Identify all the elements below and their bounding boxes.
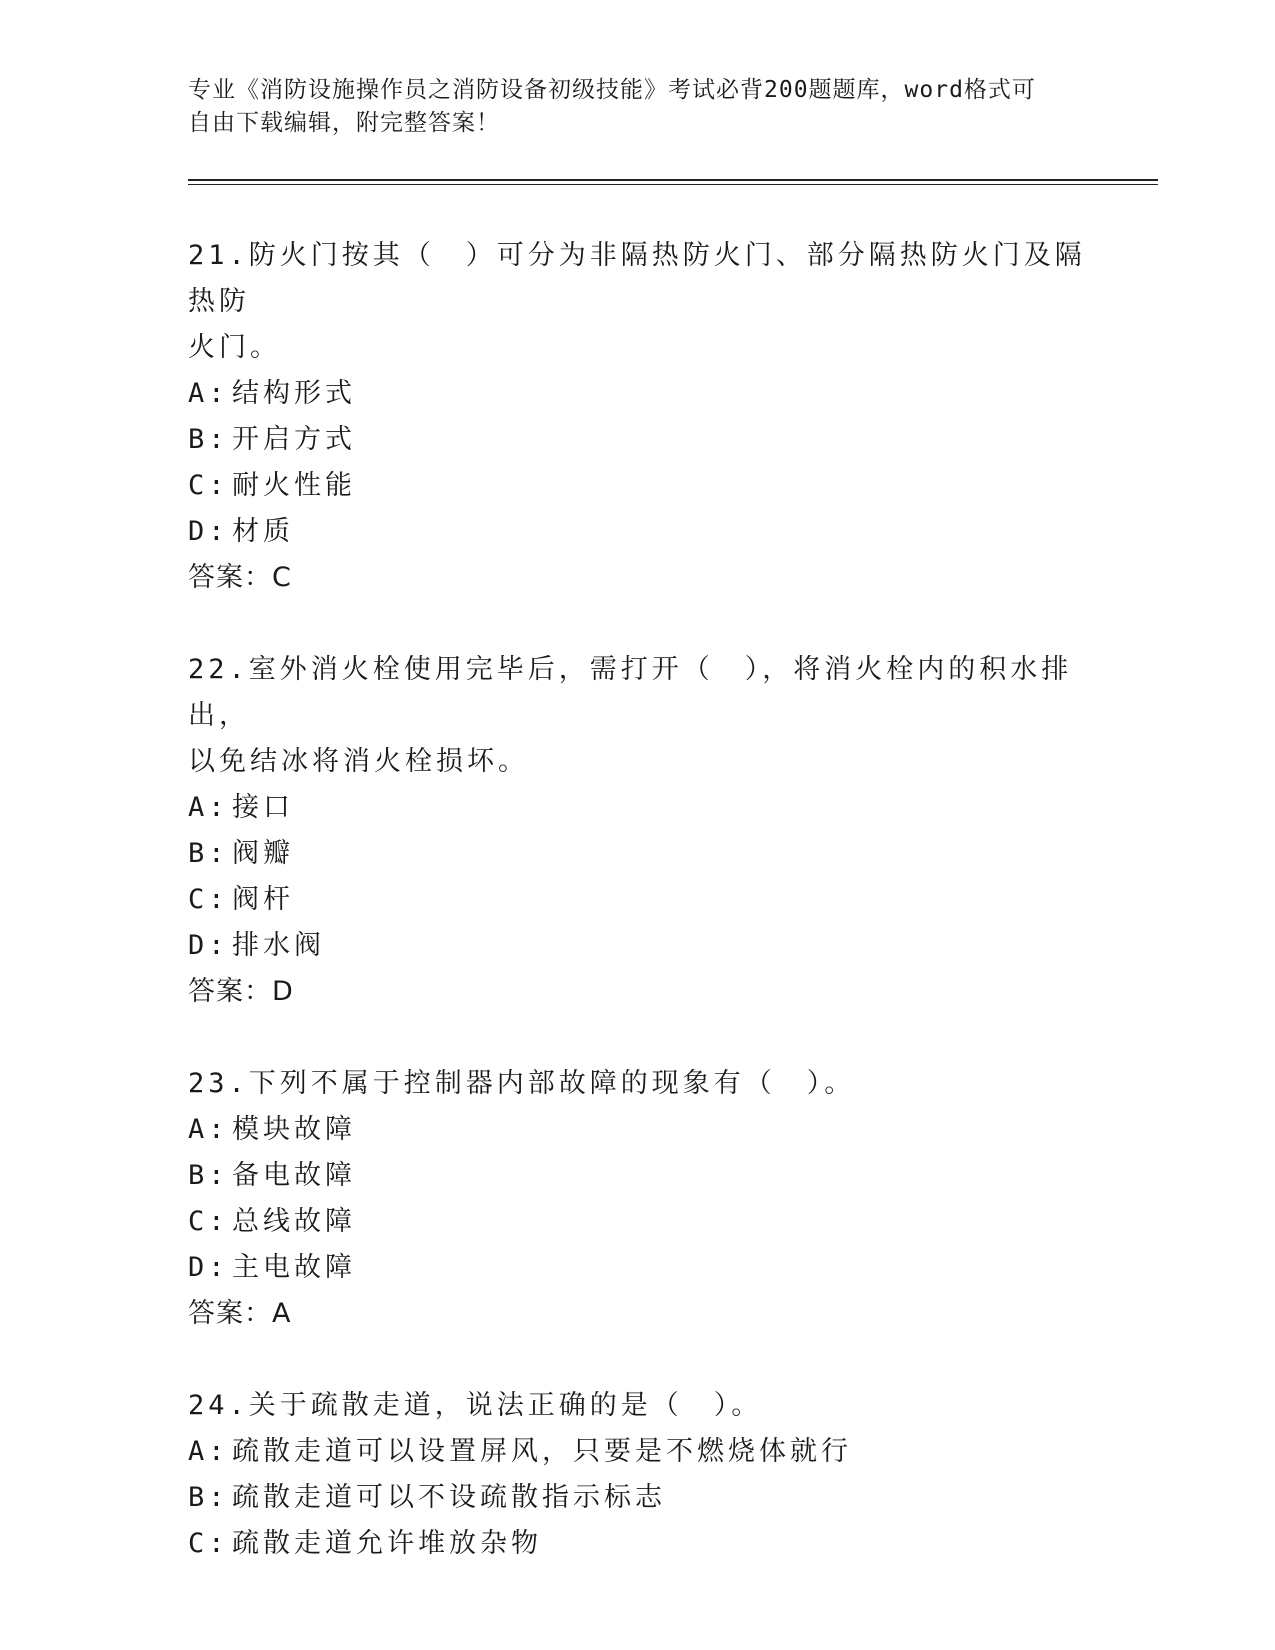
option-c: [188, 877, 1088, 923]
question-text-continued: 以免结冰将消火栓损坏。: [188, 746, 529, 777]
option-text: 疏散走道允许堆放杂物: [232, 1528, 542, 1559]
question-text: 21.防火门按其（ ）可分为非隔热防火门、部分隔热防火门及隔热防: [188, 240, 1086, 317]
option-letter: A:: [188, 1114, 229, 1145]
option-letter: C:: [188, 1528, 229, 1559]
option-a: [188, 1107, 1088, 1153]
option-b: [188, 417, 1088, 463]
option-letter: D:: [188, 516, 229, 547]
question-21: [188, 233, 1088, 601]
option-text: 备电故障: [232, 1160, 356, 1191]
option-letter: D:: [188, 930, 229, 961]
option-letter: C:: [188, 884, 229, 915]
header-divider-thick: [188, 179, 1158, 181]
question-23: [188, 1061, 1088, 1337]
option-text: 接口: [232, 792, 294, 823]
option-d: [188, 923, 1088, 969]
option-letter: C:: [188, 470, 229, 501]
option-a: [188, 371, 1088, 417]
option-c: [188, 1521, 1088, 1567]
option-letter: C:: [188, 1206, 229, 1237]
option-text: 材质: [232, 516, 294, 547]
option-text: 疏散走道可以设置屏风，只要是不燃烧体就行: [232, 1436, 852, 1467]
option-c: [188, 463, 1088, 509]
option-a: [188, 1429, 1088, 1475]
question-text: 23.下列不属于控制器内部故障的现象有（ ）。: [188, 1068, 856, 1099]
question-list: [188, 233, 1088, 1613]
option-text: 疏散走道可以不设疏散指示标志: [232, 1482, 666, 1513]
option-text: 阀杆: [232, 884, 294, 915]
question-text: 24.关于疏散走道，说法正确的是（ ）。: [188, 1390, 763, 1421]
option-letter: D:: [188, 1252, 229, 1283]
question-text-continued: 火门。: [188, 332, 281, 363]
option-text: 阀瓣: [232, 838, 294, 869]
option-text: 开启方式: [232, 424, 356, 455]
option-letter: B:: [188, 1160, 229, 1191]
document-header: [188, 74, 1068, 140]
option-text: 排水阀: [232, 930, 325, 961]
option-text: 模块故障: [232, 1114, 356, 1145]
option-c: [188, 1199, 1088, 1245]
option-letter: B:: [188, 838, 229, 869]
option-letter: A:: [188, 792, 229, 823]
option-a: [188, 785, 1088, 831]
option-letter: B:: [188, 1482, 229, 1513]
option-text: 主电故障: [232, 1252, 356, 1283]
header-line-1: 专业《消防设施操作员之消防设备初级技能》考试必背200题题库，word格式可: [188, 77, 1036, 103]
option-text: 结构形式: [232, 378, 356, 409]
option-d: [188, 509, 1088, 555]
option-b: [188, 1153, 1088, 1199]
question-22: [188, 647, 1088, 1015]
question-text: 22.室外消火栓使用完毕后，需打开（ ），将消火栓内的积水排出，: [188, 654, 1073, 731]
option-b: [188, 831, 1088, 877]
option-d: [188, 1245, 1088, 1291]
header-divider-thin: [188, 184, 1158, 185]
option-letter: A:: [188, 1436, 229, 1467]
question-24: [188, 1383, 1088, 1567]
option-b: [188, 1475, 1088, 1521]
answer-line: 答案：A: [188, 1298, 292, 1329]
option-letter: B:: [188, 424, 229, 455]
header-line-2: 自由下载编辑，附完整答案！: [188, 110, 500, 136]
option-text: 总线故障: [232, 1206, 356, 1237]
option-letter: A:: [188, 378, 229, 409]
answer-line: 答案：D: [188, 976, 294, 1007]
answer-line: 答案：C: [188, 562, 292, 593]
option-text: 耐火性能: [232, 470, 356, 501]
